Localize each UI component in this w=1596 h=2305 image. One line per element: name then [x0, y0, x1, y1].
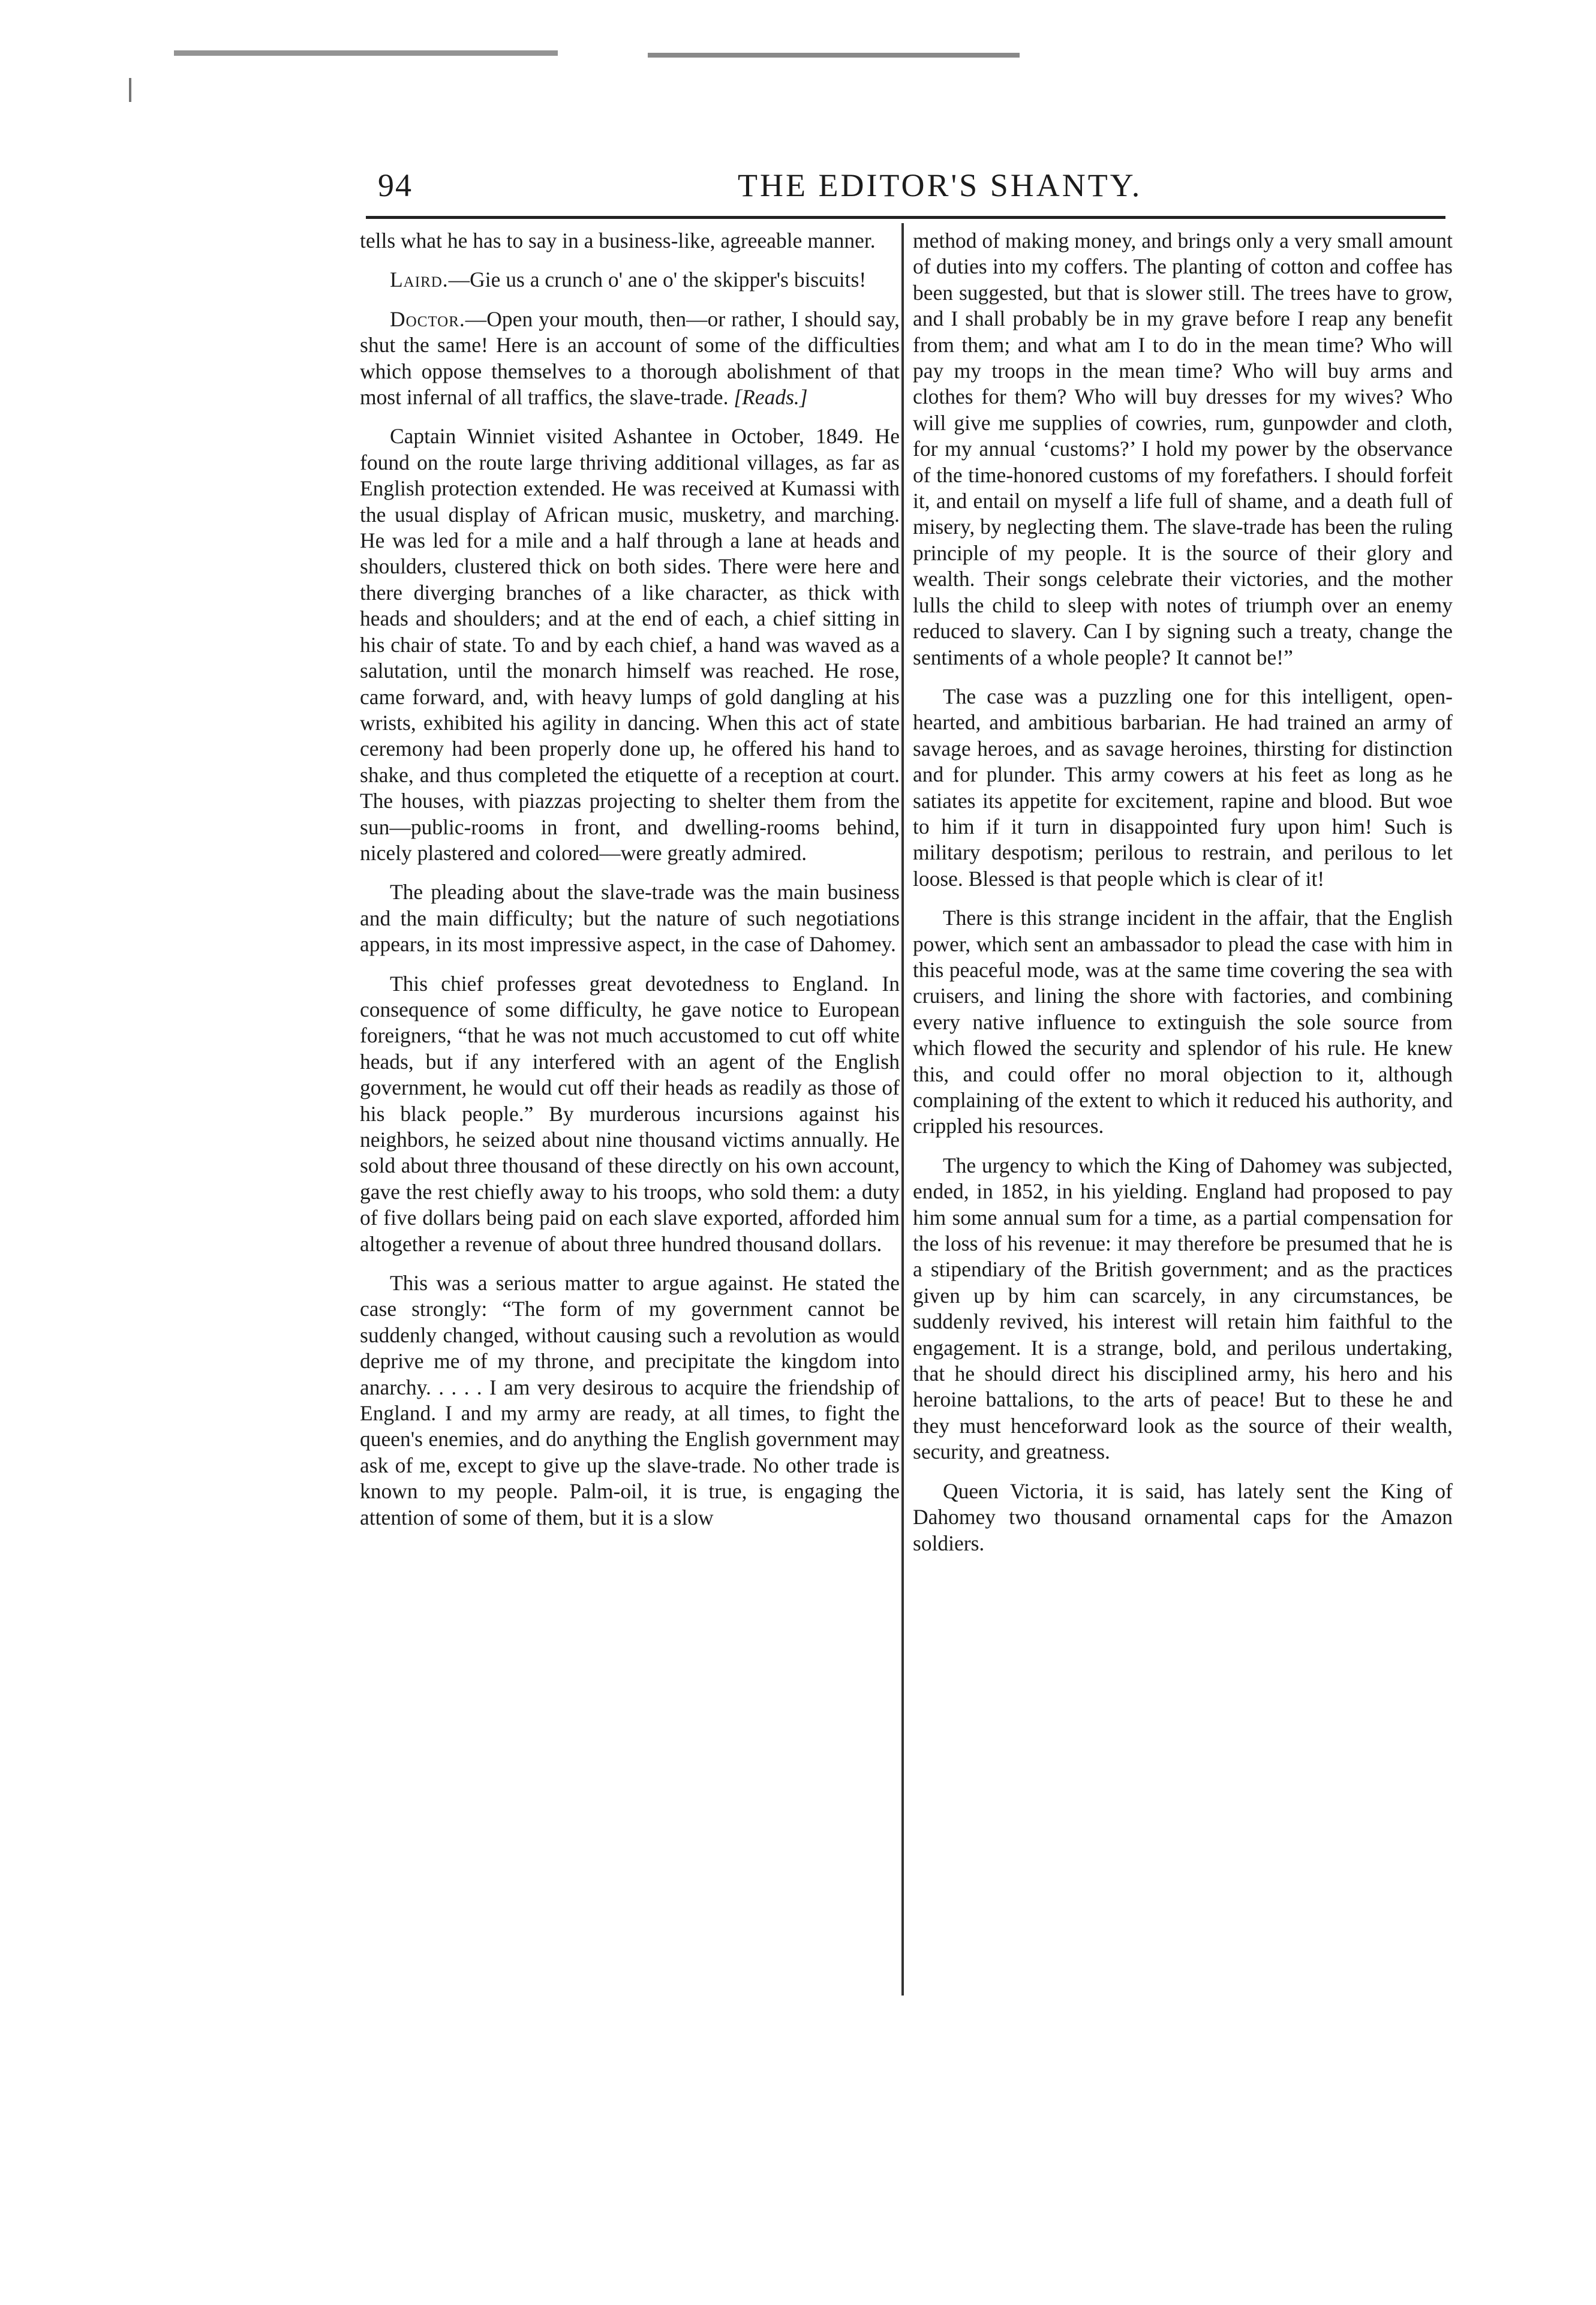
- paragraph: The urgency to which the King of Dahomey was subjected, ended, in 1852, in his yielding. England had proposed to pay him some annual sum for a time, as a partial compensation for the loss of his revenue: it may therefore be presumed that he is a stipendiary of the British government; and as the practices given up by him can scarcely, in any circumstances, be suddenly revived, his interest will retain him faithful to the engagement. It is a strange, bold, and perilous undertaking, that he should direct his disciplined army, his hero and his heroine battalions, to the arts of peace! But to these he and they must henceforward look as the source of their wealth, security, and greatness.: [913, 1153, 1453, 1464]
- scan-artifact-line: [648, 53, 1020, 58]
- speaker-name: Doctor.: [390, 306, 465, 331]
- column-rule: [901, 223, 904, 1996]
- paragraph: Queen Victoria, it is said, has lately sent the King of Dahomey two thousand ornamental caps for the Amazon soldiers.: [913, 1478, 1453, 1555]
- paragraph: This chief professes great devotedness to England. In consequence of some difficulty, he gave notice to European foreigners, “that he was not much accustomed to cut off white heads, but if any interfered with an agent of the English government, he would cut off their heads as readily as those of his black people.” By murderous incursions against his neighbors, he seized about nine thousand victims annually. He sold about three thousand of these directly on his own account, gave the rest chiefly away to his troops, who sold them: a duty of five dollars being paid on each slave exported, afforded him altogether a revenue of about three hundred thousand dollars.: [360, 971, 900, 1256]
- running-head: THE EDITOR'S SHANTY.: [738, 167, 1143, 203]
- scan-artifact-mark: [129, 78, 131, 102]
- paragraph: [360, 267, 900, 293]
- stage-direction: [Reads.]: [734, 385, 808, 410]
- scan-artifact-line: [174, 50, 558, 56]
- paragraph: Captain Winniet visited Ashantee in October, 1849. He found on the route large thriving additional villages, as far as English protection extended. He was received at Kumassi with the usual display of African music, musketry, and marching. He was led for a mile and a half through a lane at heads and shoulders, clustered thick on both sides. There were here and there diverging branches of a like character, as thick with heads and shoulders; and at the end of each, a chief sitting in his chair of state. To and by each chief, a hand was waved as a salutation, until the monarch himself was reached. He rose, came forward, and, with heavy lumps of gold dangling at his wrists, exhibited his agility in dancing. When this act of state ceremony had been properly done up, he offered his hand to shake, and thus completed the etiquette of a reception at court. The houses, with piazzas projecting to shelter them from the sun—public-rooms in front, and dwelling-rooms behind, nicely plastered and colored—were greatly admired.: [360, 424, 900, 865]
- paragraph: tells what he has to say in a business-like, agreeable manner.: [360, 229, 876, 253]
- header-rule: [366, 216, 1445, 219]
- paragraph: [360, 306, 900, 411]
- paragraph: This was a serious matter to argue against. He stated the case strongly: “The form of my government cannot be suddenly changed, without causing such a revolution as would deprive me of my throne, and precipitate the kingdom into anarchy. . . . . I am very desirous to acquire the friendship of England. I and my army are ready, at all times, to fight the queen's enemies, and do anything the English government may ask of me, except to give up the slave-trade. No other trade is known to my people. Palm-oil, it is true, is engaging the attention of some of them, but it is a slow: [360, 1271, 900, 1529]
- speaker-name: Laird.: [390, 268, 449, 292]
- speech-text: —Open your mouth, then—or rather, I should say, shut the same! Here is an account of some of the difficulties which oppose themselves to a thorough abolishment of that most infernal of all traffics, the slave-trade.: [360, 306, 900, 410]
- paragraph: There is this strange incident in the affair, that the English power, which sent an ambassador to plead the case with him in this peaceful mode, was at the same time covering the sea with cruisers, and lining the shore with factories, and combining every native influence to extinguish the sole source from which flowed the security and splendor of his rule. He knew this, and could offer no moral objection to it, although complaining of the extent to which it reduced his authority, and crippled his resources.: [913, 906, 1453, 1138]
- page-number: 94: [378, 167, 413, 203]
- right-column: [913, 228, 1453, 1556]
- page-header: [378, 162, 1451, 210]
- paragraph: The case was a puzzling one for this intelligent, open-hearted, and ambitious barbarian. He had trained an army of savage heroes, and as savage heroines, thirsting for distinction and for plunder. This army cowers at his feet as long as he satiates its appetite for excitement, rapine and blood. But woe to him if it turn in disappointed fury upon him! Such is military despotism; perilous to restrain, and perilous to let loose. Blessed is that people which is clear of it!: [913, 684, 1453, 891]
- speech-text: —Gie us a crunch o' ane o' the skipper's biscuits!: [448, 268, 867, 292]
- paragraph: The pleading about the slave-trade was the main business and the main difficulty; but the nature of such negotiations appears, in its most impressive aspect, in the case of Dahomey.: [360, 880, 900, 957]
- left-column: [360, 228, 900, 1531]
- paragraph: method of making money, and brings only a very small amount of duties into my coffers. The planting of cotton and coffee has been suggested, but that is slower still. The trees have to grow, and I shall probably be in my grave before I reap any benefit from them; and what am I to do in the mean time? Who will pay my troops in the mean time? Who will buy arms and clothes for them? Who will buy dresses for my wives? Who will give me supplies of cowries, rum, gunpowder and cloth, for my annual ‘customs?’ I hold my power by the observance of the time-honored customs of my forefathers. I should forfeit it, and entail on myself a life full of shame, and a death full of misery, by neglecting them. The slave-trade has been the ruling principle of my people. It is the source of their glory and wealth. Their songs celebrate their victories, and the mother lulls the child to sleep with notes of triumph over an enemy reduced to slavery. Can I by signing such a treaty, change the sentiments of a whole people? It cannot be!”: [913, 229, 1453, 669]
